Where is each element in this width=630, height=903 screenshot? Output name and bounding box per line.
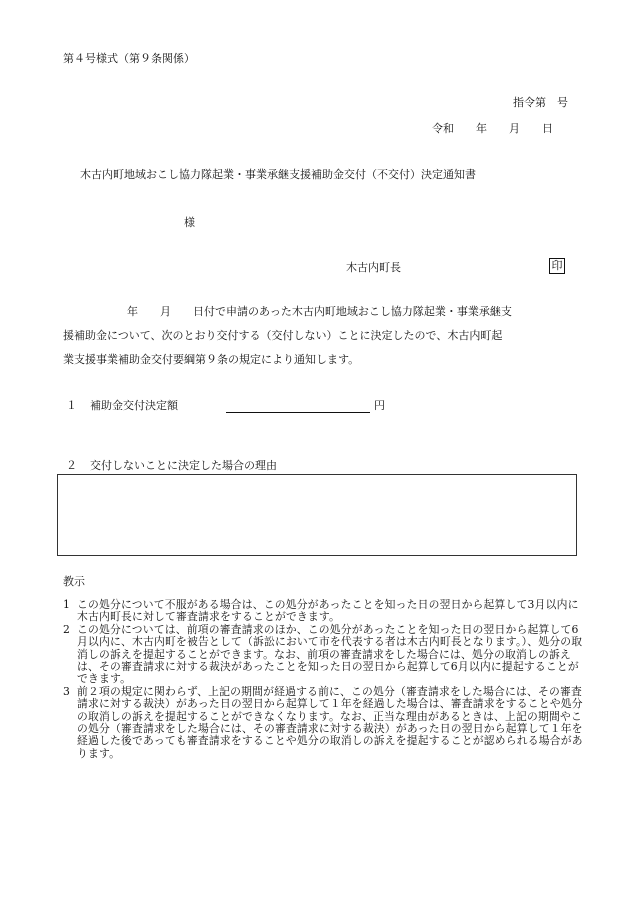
date: 令和 年 月 日 [432,122,553,135]
instruction-number: 1 [63,598,71,611]
form-id: 第４号様式（第９条関係） [63,52,195,65]
document-title: 木古内町地域おこし協力隊起業・事業承継支援補助金交付（不交付）決定通知書 [80,168,476,181]
item1-number: １ [66,399,77,412]
doc-number: 指令第 号 [513,96,568,109]
instruction-heading: 教示 [63,575,85,588]
item1-label: 補助金交付決定額 [90,399,178,412]
instruction-number: 3 [63,684,71,698]
body-line-3: 業支援事業補助金交付要綱第９条の規定により通知します。 [63,353,360,366]
item1-unit: 円 [374,399,385,412]
instruction-list [63,599,583,760]
instruction-item-1 [63,599,583,624]
item2-number: ２ [66,459,77,472]
addressee-suffix: 様 [184,216,195,229]
issuer: 木古内町長 [346,261,401,274]
instruction-number: 2 [63,622,71,636]
instruction-item-3 [63,686,583,760]
body-line-2: 援補助金について、次のとおり交付する（交付しない）ことに決定したので、木古内町起 [63,329,503,342]
reason-box [57,474,577,556]
instruction-text: この処分について不服がある場合は、この処分があったことを知った日の翌日から起算して3月以内に木古内町長に対して審査請求をすることができます。 [77,598,579,624]
instruction-text: 前２項の規定に関わらず、上記の期間が経過する前に、この処分（審査請求をした場合には、その審査請求に対する裁決）があった日の翌日から起算して１年を経過した場合は、審査請求をすることや処分の取消しの訴えを提起することができなくなります。なお、正当な理由があるときは、上記の期間やこの処分（審査請求をした場合には、その審査請求に対する裁決）があった日の翌日から起算して１年を経過した後であっても審査請求をすることや処分の取消しの訴えを提起することが認められる場合があります。 [77,684,583,760]
item2-label: 交付しないことに決定した場合の理由 [90,459,277,472]
seal-stamp: 印 [549,258,565,274]
instruction-item-2 [63,624,583,686]
amount-underline [226,398,370,413]
instruction-text: この処分については、前項の審査請求のほか、この処分があったことを知った日の翌日から起算して6月以内に、木古内町を被告として（訴訟において市を代表する者は木古内町長となります。）、処分の取消しの訴えを提起することができます。なお、前項の審査請求をした場合には、処分の取消しの訴えは、その審査請求に対する裁決があったことを知った日の翌日から起算して6月以内に提起することができます。 [77,622,583,686]
body-line-1: 年 月 日付で申請のあった木古内町地域おこし協力隊起業・事業承継支 [127,305,512,318]
